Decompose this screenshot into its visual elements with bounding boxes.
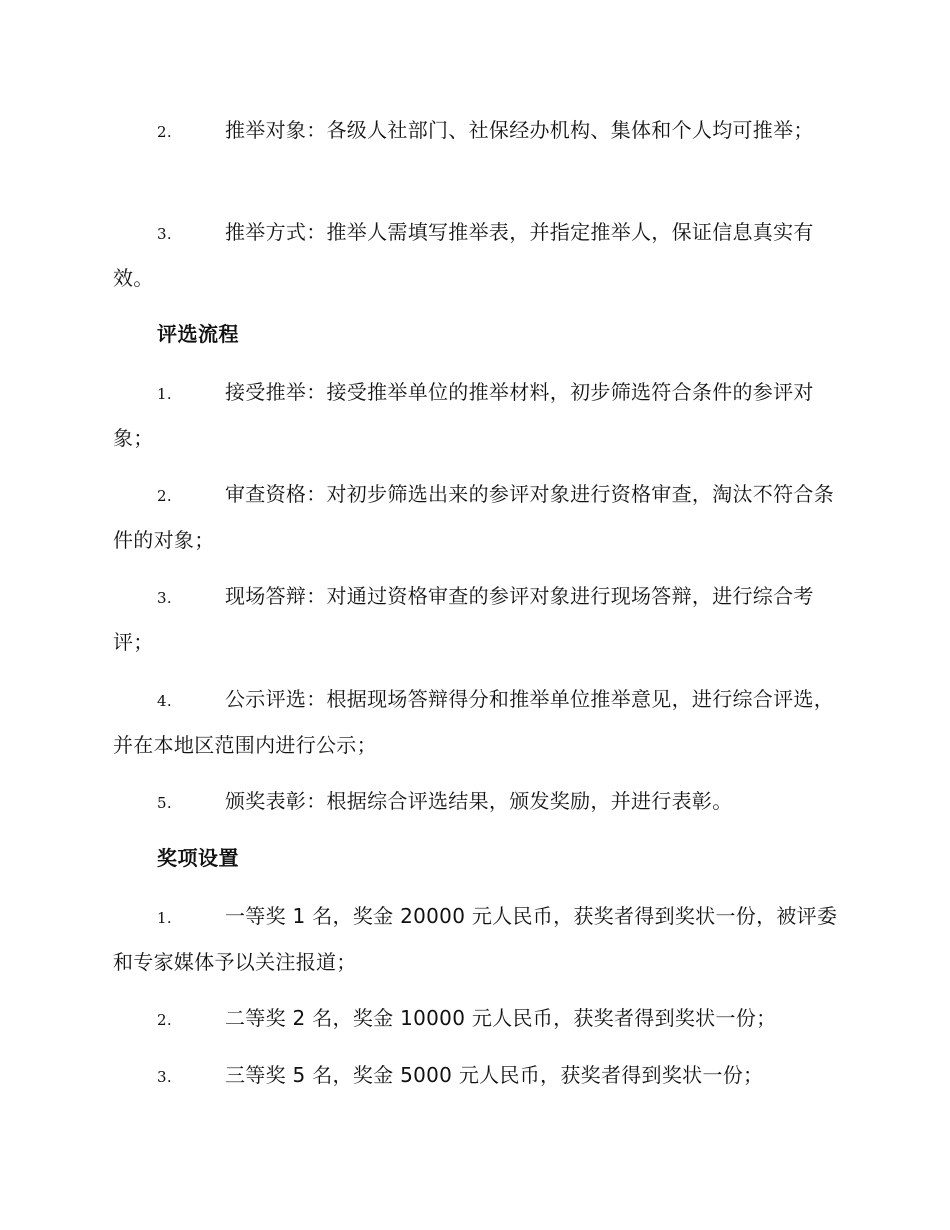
list-item-number: 3. [157, 1068, 172, 1086]
list-item-text: 推举对象：各级人社部门、社保经办机构、集体和个人均可推举； [225, 118, 814, 142]
list-item-number: 2. [157, 1011, 172, 1029]
list-item [113, 779, 843, 825]
list-item-text: 推举方式：推举人需填写推举表，并指定推举人，保证信息真实有效。 [113, 220, 814, 290]
list-item-number: 3. [157, 589, 172, 607]
list-item [113, 1053, 843, 1099]
list-item-text: 现场答辩：对通过资格审查的参评对象进行现场答辩，进行综合考评； [113, 584, 814, 654]
list-item-text: 三等奖 5 名，奖金 5000 元人民币，获奖者得到奖状一份； [225, 1063, 764, 1087]
list-item [113, 677, 843, 767]
list-item-number: 1. [157, 909, 172, 927]
list-item [113, 472, 843, 562]
list-item-text: 一等奖 1 名，奖金 20000 元人民币，获奖者得到奖状一份，被评委和专家媒体予以关注报道； [113, 904, 838, 974]
list-item-text: 接受推举：接受推举单位的推举材料，初步筛选符合条件的参评对象； [113, 380, 814, 450]
section-heading-awards: 奖项设置 [157, 846, 239, 870]
list-item [113, 370, 843, 460]
list-item-number: 2. [157, 123, 172, 141]
list-item-text: 审查资格：对初步筛选出来的参评对象进行资格审查，淘汰不符合条件的对象； [113, 482, 834, 552]
list-item-number: 2. [157, 487, 172, 505]
list-item [113, 210, 843, 300]
list-item [113, 108, 843, 154]
list-item-text: 二等奖 2 名，奖金 10000 元人民币，获奖者得到奖状一份； [225, 1006, 777, 1030]
list-item [113, 894, 843, 984]
list-item-number: 4. [157, 692, 172, 710]
list-item-number: 5. [157, 794, 172, 812]
list-item-number: 3. [157, 225, 172, 243]
list-item-text: 公示评选：根据现场答辩得分和推举单位推举意见，进行综合评选，并在本地区范围内进行公示； [113, 687, 834, 757]
list-item [113, 996, 843, 1042]
list-item [113, 574, 843, 664]
list-item-number: 1. [157, 385, 172, 403]
list-item-text: 颁奖表彰：根据综合评选结果，颁发奖励，并进行表彰。 [225, 789, 733, 813]
section-heading-process: 评选流程 [157, 322, 239, 346]
